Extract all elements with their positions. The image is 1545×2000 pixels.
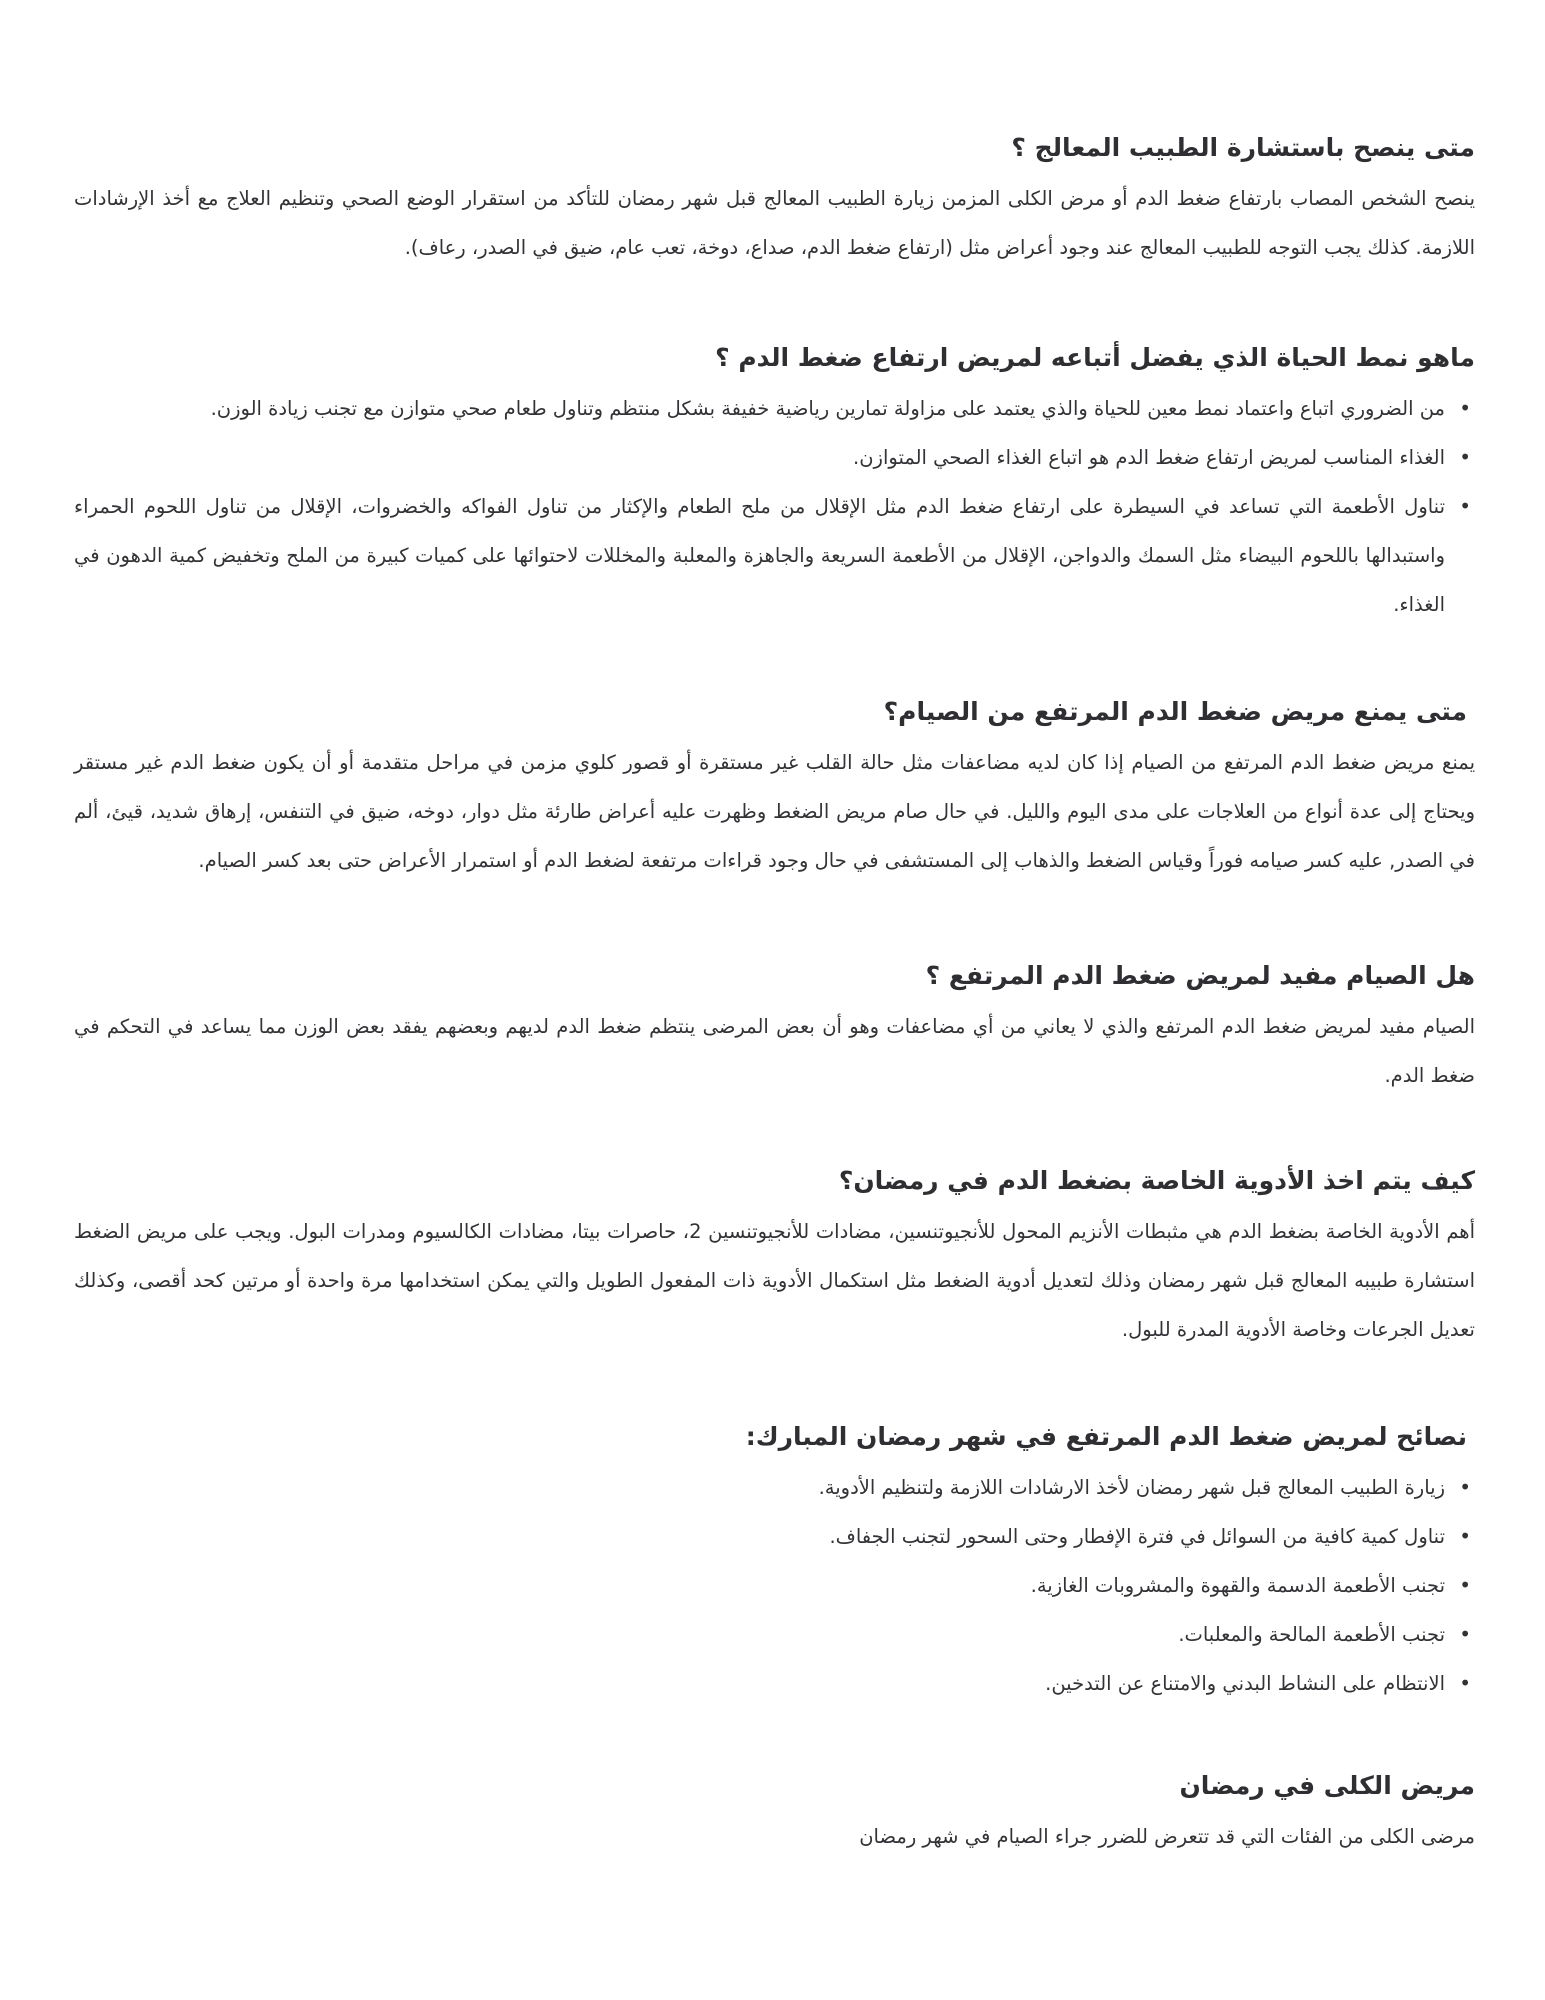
list-item: • تجنب الأطعمة الدسمة والقهوة والمشروبات الغازية. <box>74 1561 1445 1610</box>
section-is-fasting-beneficial <box>74 956 1475 1100</box>
bullet-icon: • <box>1459 1475 1471 1499</box>
list-item: • الغذاء المناسب لمريض ارتفاع ضغط الدم هو اتباع الغذاء الصحي المتوازن. <box>74 433 1445 482</box>
list-item: • زيارة الطبيب المعالج قبل شهر رمضان لأخذ الارشادات اللازمة ولتنظيم الأدوية. <box>74 1463 1445 1512</box>
bullet-icon: • <box>1459 396 1471 420</box>
section-kidney-patient <box>74 1766 1475 1861</box>
bullet-icon: • <box>1459 494 1471 518</box>
bullet-list <box>74 1463 1475 1708</box>
section-heading: كيف يتم اخذ الأدوية الخاصة بضغط الدم في رمضان؟ <box>838 1166 1475 1195</box>
section-heading: متى ينصح باستشارة الطبيب المعالج ؟ <box>1011 133 1475 162</box>
section-heading: نصائح لمريض ضغط الدم المرتفع في شهر رمضان المبارك: <box>745 1422 1467 1451</box>
list-item: • تجنب الأطعمة المالحة والمعلبات. <box>74 1610 1445 1659</box>
section-ramadan-tips <box>74 1417 1475 1708</box>
bullet-icon: • <box>1459 1671 1471 1695</box>
section-heading: ماهو نمط الحياة الذي يفضل أتباعه لمريض ارتفاع ضغط الدم ؟ <box>715 343 1475 372</box>
section-paragraph: الصيام مفيد لمريض ضغط الدم المرتفع والذي لا يعاني من أي مضاعفات وهو أن بعض المرضى ينتظم ضغط الدم لديهم وبعضهم يفقد بعض الوزن مما يساعد في التحكم في ضغط الدم. <box>74 1015 1475 1087</box>
list-item: • من الضروري اتباع واعتماد نمط معين للحياة والذي يعتمد على مزاولة تمارين رياضية خفيفة بشكل منتظم وتناول طعام صحي متوازن مع تجنب زيادة الوزن. <box>74 384 1445 433</box>
section-paragraph: مرضى الكلى من الفئات التي قد تتعرض للضرر جراء الصيام في شهر رمضان <box>859 1825 1475 1848</box>
section-paragraph: ينصح الشخص المصاب بارتفاع ضغط الدم أو مرض الكلى المزمن زيارة الطبيب المعالج قبل شهر رمضان للتأكد من استقرار الوضع الصحي وتنظيم العلاج مع أخذ الإرشادات اللازمة. كذلك يجب التوجه للطبيب المعالج عند وجود أعراض مثل (ارتفاع ضغط الدم، صداع، دوخة، تعب عام، ضيق في الصدر، رعاف). <box>74 187 1475 259</box>
section-paragraph: يمنع مريض ضغط الدم المرتفع من الصيام إذا كان لديه مضاعفات مثل حالة القلب غير مستقرة أو قصور كلوي مزمن في مراحل متقدمة أو أن يكون ضغط الدم غير مستقر ويحتاج إلى عدة أنواع من العلاجات على مدى اليوم والليل. في حال صام مريض الضغط وظهرت عليه أعراض طارئة مثل دوار، دوخه، ضيق في التنفس، إرهاق شديد، قيئ، ألم في الصدر, عليه كسر صيامه فوراً وقياس الضغط والذهاب إلى المستشفى في حال وجود قراءات مرتفعة لضغط الدم أو استمرار الأعراض حتى بعد كسر الصيام. <box>74 751 1475 872</box>
bullet-icon: • <box>1459 1622 1471 1646</box>
section-medication-in-ramadan <box>74 1161 1475 1354</box>
section-when-fasting-prohibited <box>74 692 1475 885</box>
section-heading: هل الصيام مفيد لمريض ضغط الدم المرتفع ؟ <box>925 961 1475 990</box>
bullet-icon: • <box>1459 445 1471 469</box>
section-heading: متى يمنع مريض ضغط الدم المرتفع من الصيام؟ <box>883 697 1467 726</box>
bullet-list <box>74 384 1475 629</box>
section-heading: مريض الكلى في رمضان <box>1179 1771 1475 1800</box>
section-when-consult-doctor <box>74 128 1475 272</box>
bullet-icon: • <box>1459 1573 1471 1597</box>
list-item: • الانتظام على النشاط البدني والامتناع عن التدخين. <box>74 1659 1445 1708</box>
bullet-icon: • <box>1459 1524 1471 1548</box>
section-lifestyle <box>74 338 1475 629</box>
section-paragraph: أهم الأدوية الخاصة بضغط الدم هي مثبطات الأنزيم المحول للأنجيوتنسين، مضادات للأنجيوتنسين 2، حاصرات بيتا، مضادات الكالسيوم ومدرات البول. ويجب على مريض الضغط استشارة طبيبه المعالج قبل شهر رمضان وذلك لتعديل أدوية الضغط مثل استكمال الأدوية ذات المفعول الطويل والتي يمكن استخدامها مرة واحدة أو مرتين كحد أقصى، وكذلك تعديل الجرعات وخاصة الأدوية المدرة للبول. <box>74 1220 1476 1341</box>
list-item: • تناول الأطعمة التي تساعد في السيطرة على ارتفاع ضغط الدم مثل الإقلال من ملح الطعام والإكثار من تناول الفواكه والخضروات، الإقلال من تناول اللحوم الحمراء واستبدالها باللحوم البيضاء مثل السمك والدواجن، الإقلال من الأطعمة السريعة والجاهزة والمعلبة والمخللات لاحتوائها على كميات كبيرة من الملح وتخفيض كمية الدهون في الغذاء. <box>74 482 1445 629</box>
article-body <box>74 128 1475 1861</box>
list-item: • تناول كمية كافية من السوائل في فترة الإفطار وحتى السحور لتجنب الجفاف. <box>74 1512 1445 1561</box>
